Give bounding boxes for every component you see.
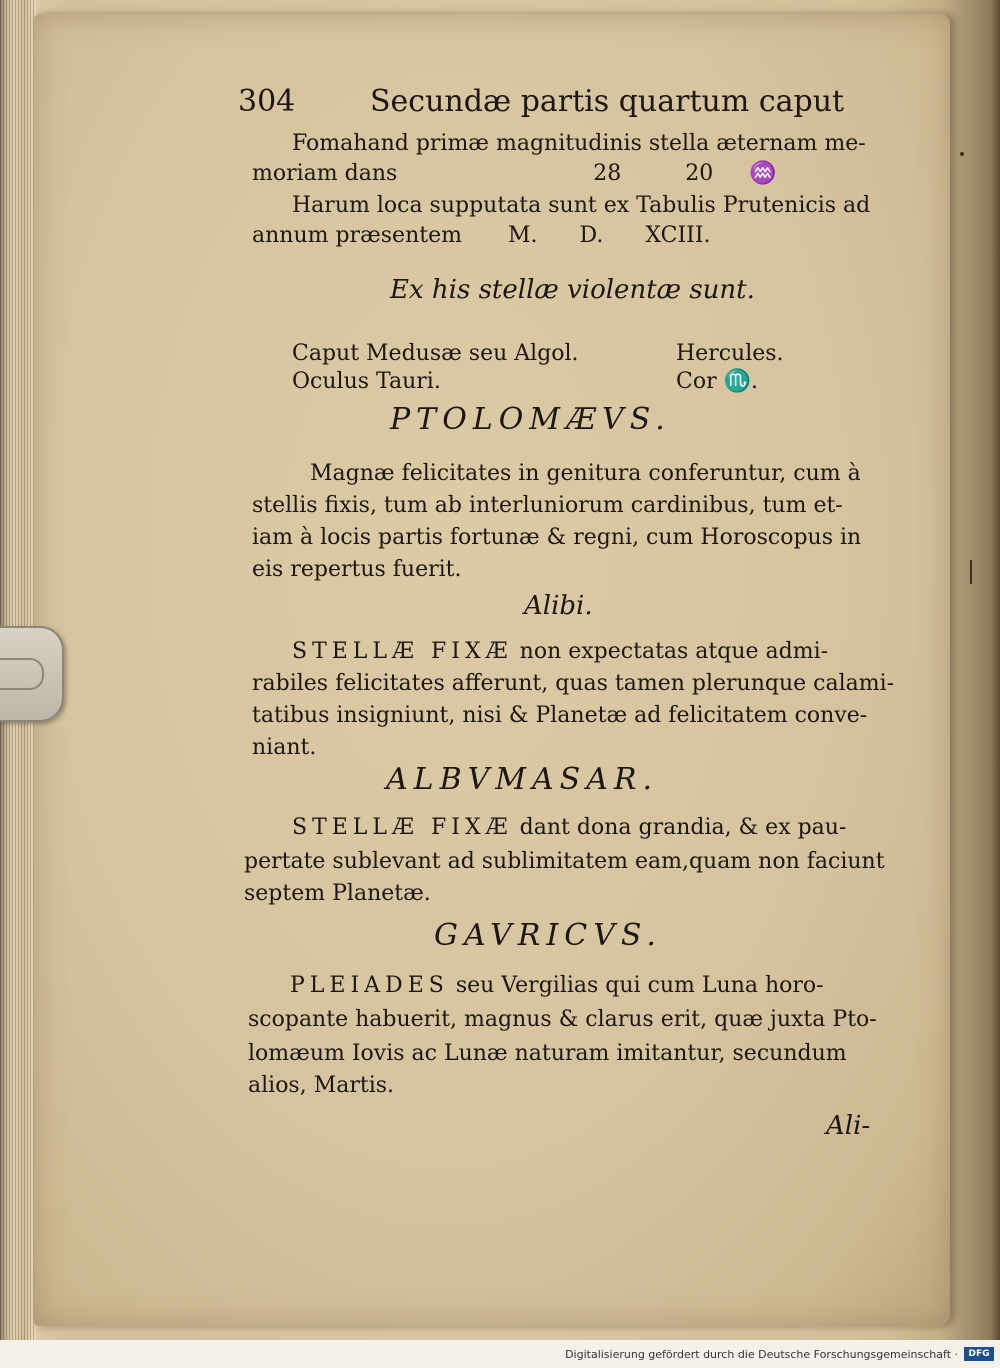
gauricus-heading: GAVRICVS. <box>434 918 662 953</box>
year-m: M. <box>507 223 538 248</box>
page-number: 304 <box>238 84 296 119</box>
page-clip <box>0 626 64 722</box>
intro-line-4 <box>252 222 711 250</box>
alibi-line-1 <box>292 638 828 666</box>
ptolomaeus-line-2: stellis fixis, tum ab interluniorum cardinibus, tum et- <box>252 493 843 518</box>
ink-speck <box>960 152 964 156</box>
ptolomaeus-line-3: iam à locis partis fortunæ & regni, cum Horoscopus in <box>252 525 862 550</box>
intro-line-3: Harum loca supputata sunt ex Tabulis Prutenicis ad <box>292 193 871 218</box>
margin-mark <box>970 560 972 584</box>
aquarius-icon: ♒ <box>749 161 777 186</box>
dfg-logo: DFG <box>964 1347 994 1361</box>
intro-line-1: Fomahand primæ magnitudinis stella æternam me- <box>292 131 866 156</box>
violent-right-2: Cor ♏. <box>676 369 758 394</box>
year-d: D. <box>579 223 604 248</box>
degree-value: 28 <box>593 161 622 186</box>
violent-left-2: Oculus Tauri. <box>292 369 441 394</box>
albumasar-line-2: pertate sublevant ad sublimitatem eam,quam non faciunt <box>244 849 885 874</box>
pleiades-lead: PLEIADES <box>290 973 449 998</box>
violent-heading: Ex his stellæ violentæ sunt. <box>390 275 755 305</box>
alibi-line-4: niant. <box>252 735 317 760</box>
albumasar-heading: ALBVMASAR. <box>386 762 659 797</box>
footer-credit: Digitalisierung gefördert durch die Deutsche Forschungsgemeinschaft · <box>565 1348 958 1361</box>
gauricus-line-2: scopante habuerit, magnus & clarus erit, quæ juxta Pto- <box>248 1007 877 1032</box>
ptolomaeus-line-1: Magnæ felicitates in genitura conferuntur, cum à <box>310 461 861 486</box>
gauricus-line-3: lomæum Iovis ac Lunæ naturam imitantur, secundum <box>248 1041 847 1066</box>
stellae-fixae-lead-2: STELLÆ FIXÆ <box>292 815 513 840</box>
alibi-line-2: rabiles felicitates afferunt, quas tamen plerunque calami- <box>252 671 895 696</box>
albumasar-line-1-rest: dant dona grandia, & ex pau- <box>512 815 847 840</box>
violent-right-1: Hercules. <box>676 341 784 366</box>
alibi-line-3: tatibus insigniunt, nisi & Planetæ ad felicitatem conve- <box>252 703 868 728</box>
gauricus-line-1 <box>290 972 824 1000</box>
albumasar-line-1 <box>292 814 846 842</box>
running-title: Secundæ partis quartum caput <box>370 84 845 119</box>
ptolomaeus-line-4: eis repertus fuerit. <box>252 557 462 582</box>
stellae-fixae-lead: STELLÆ FIXÆ <box>292 639 513 664</box>
year-xciii: XCIII. <box>645 223 711 248</box>
ptolomaeus-heading: PTOLOMÆVS. <box>390 402 671 437</box>
albumasar-line-3: septem Planetæ. <box>244 881 431 906</box>
gauricus-line-1-rest: seu Vergilias qui cum Luna horo- <box>448 973 824 998</box>
alibi-line-1-rest: non expectatas atque admi- <box>512 639 829 664</box>
intro-line-2-text: moriam dans <box>252 161 398 186</box>
alibi-heading: Alibi. <box>524 591 593 621</box>
gauricus-line-4: alios, Martis. <box>248 1073 395 1098</box>
catchword: Ali- <box>826 1111 871 1141</box>
intro-line-4-text: annum præsentem <box>252 223 462 248</box>
violent-left-1: Caput Medusæ seu Algol. <box>292 341 579 366</box>
intro-line-2 <box>252 160 777 188</box>
page <box>34 14 950 1326</box>
minute-value: 20 <box>685 161 714 186</box>
